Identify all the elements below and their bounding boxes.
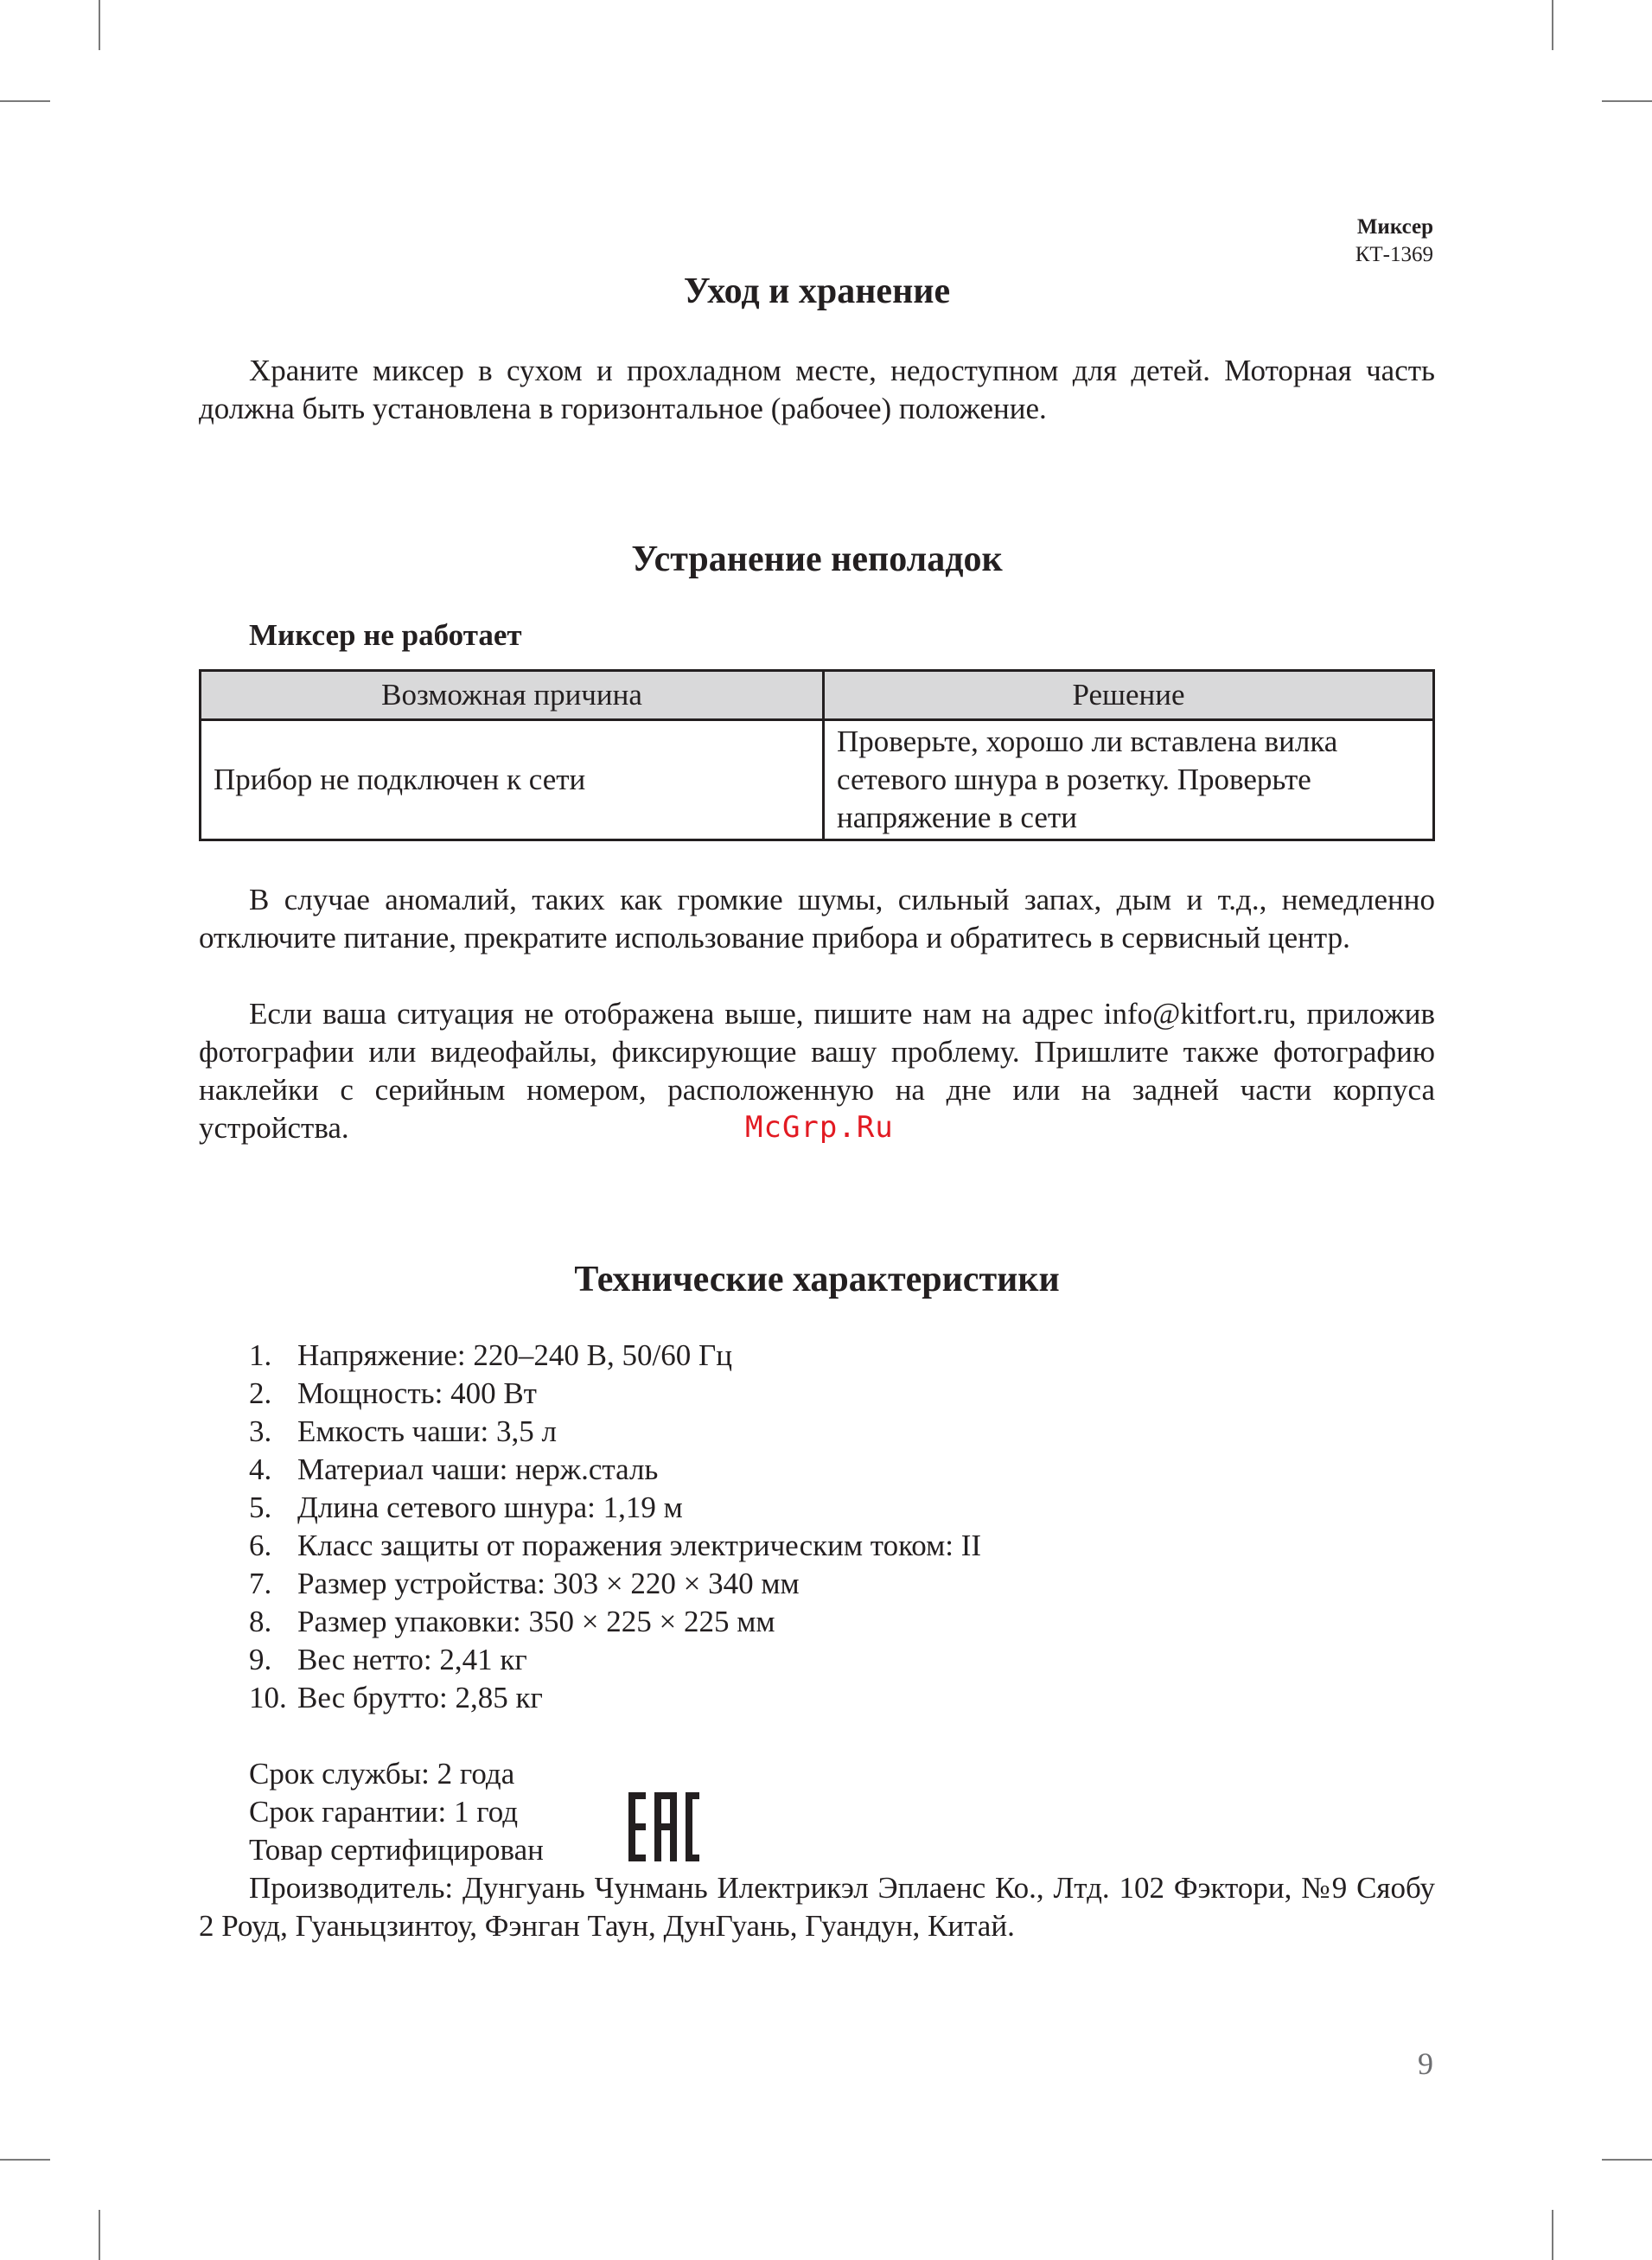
cell-solution: Проверьте, хорошо ли вставлена вилка сетевого шнура в розетку. Проверьте напряжение в сети <box>824 720 1434 840</box>
crop-mark <box>99 2210 100 2260</box>
list-item <box>249 1413 981 1451</box>
watermark: McGrp.Ru <box>745 1110 894 1145</box>
anomaly-paragraph: В случае аномалий, таких как громкие шумы, сильный запах, дым и т.д., немедленно отключите питание, прекратите использование прибора и обратитесь в сервисный центр. <box>199 883 1435 954</box>
crop-mark <box>0 2159 50 2161</box>
specs-list <box>249 1337 981 1717</box>
warranty-period: Срок гарантии: 1 год <box>249 1795 519 1829</box>
header-cause: Возможная причина <box>201 671 824 720</box>
item-text: Мощность: 400 Вт <box>297 1376 537 1410</box>
crop-mark <box>1552 0 1553 50</box>
item-text: Размер устройства: 303 × 220 × 340 мм <box>297 1567 800 1600</box>
manufacturer-info: Производитель: Дунгуань Чунмань Илектрикэл Эплаенс Ко., Лтд. 102 Фэктори, №9 Сяобу 2 Роуд, Гуаньцзинтоу, Фэнган Таун, ДунГуань, Гуандун, Китай. <box>199 1871 1435 1943</box>
list-item <box>249 1641 981 1679</box>
item-number: 10. <box>249 1681 287 1714</box>
crop-mark <box>1552 2210 1553 2260</box>
crop-mark <box>1602 2159 1652 2161</box>
care-paragraph: Храните миксер в сухом и прохладном месте, недоступном для детей. Моторная часть должна быть установлена в горизонтальное (рабочее) положение. <box>199 354 1435 425</box>
page-number: 9 <box>1418 2046 1433 2081</box>
item-number: 2. <box>249 1376 272 1410</box>
certification-note: Товар сертифицирован <box>249 1833 544 1867</box>
item-number: 7. <box>249 1567 272 1600</box>
item-number: 4. <box>249 1452 272 1486</box>
table-row <box>201 720 1434 840</box>
list-item <box>249 1527 981 1565</box>
contact-paragraph: Если ваша ситуация не отображена выше, пишите нам на адрес info@kitfort.ru, приложив фотографии или видеофайлы, фиксирующие вашу проблему. Пришлите также фотографию наклейки с серийным номером, расположенную на дне или на задней части корпуса устройства. <box>199 997 1435 1145</box>
item-text: Материал чаши: нерж.сталь <box>297 1452 659 1486</box>
list-item <box>249 1603 981 1641</box>
model-name: Миксер <box>1356 215 1433 239</box>
item-number: 3. <box>249 1414 272 1448</box>
troubleshooting-title: Устранение неполадок <box>631 539 1003 579</box>
item-text: Емкость чаши: 3,5 л <box>297 1414 557 1448</box>
list-item <box>249 1451 981 1489</box>
cell-cause: Прибор не подключен к сети <box>201 720 824 840</box>
item-text: Размер упаковки: 350 × 225 × 225 мм <box>297 1605 775 1638</box>
service-life: Срок службы: 2 года <box>249 1757 515 1791</box>
table-header-row <box>201 671 1434 720</box>
care-title: Уход и хранение <box>683 271 951 311</box>
crop-mark <box>1602 100 1652 102</box>
item-text: Длина сетевого шнура: 1,19 м <box>297 1491 683 1524</box>
item-number: 9. <box>249 1643 272 1676</box>
eac-certification-icon <box>628 1792 699 1861</box>
item-text: Напряжение: 220–240 В, 50/60 Гц <box>297 1338 732 1372</box>
list-item <box>249 1565 981 1603</box>
item-number: 1. <box>249 1338 272 1372</box>
item-text: Класс защиты от поражения электрическим током: II <box>297 1529 982 1562</box>
list-item <box>249 1679 981 1717</box>
service-info <box>249 1755 544 1869</box>
list-item <box>249 1375 981 1413</box>
item-number: 8. <box>249 1605 272 1638</box>
running-header <box>1355 214 1433 269</box>
header-solution: Решение <box>824 671 1434 720</box>
specs-title: Технические характеристики <box>574 1260 1060 1299</box>
troubleshooting-subheading: Миксер не работает <box>249 618 522 652</box>
list-item <box>249 1489 981 1527</box>
crop-mark <box>0 100 50 102</box>
crop-mark <box>99 0 100 50</box>
model-code: КТ-1369 <box>1355 243 1433 266</box>
item-text: Вес брутто: 2,85 кг <box>297 1681 543 1714</box>
item-text: Вес нетто: 2,41 кг <box>297 1643 527 1676</box>
troubleshooting-table <box>199 669 1435 841</box>
item-number: 6. <box>249 1529 272 1562</box>
list-item <box>249 1337 981 1375</box>
item-number: 5. <box>249 1491 272 1524</box>
